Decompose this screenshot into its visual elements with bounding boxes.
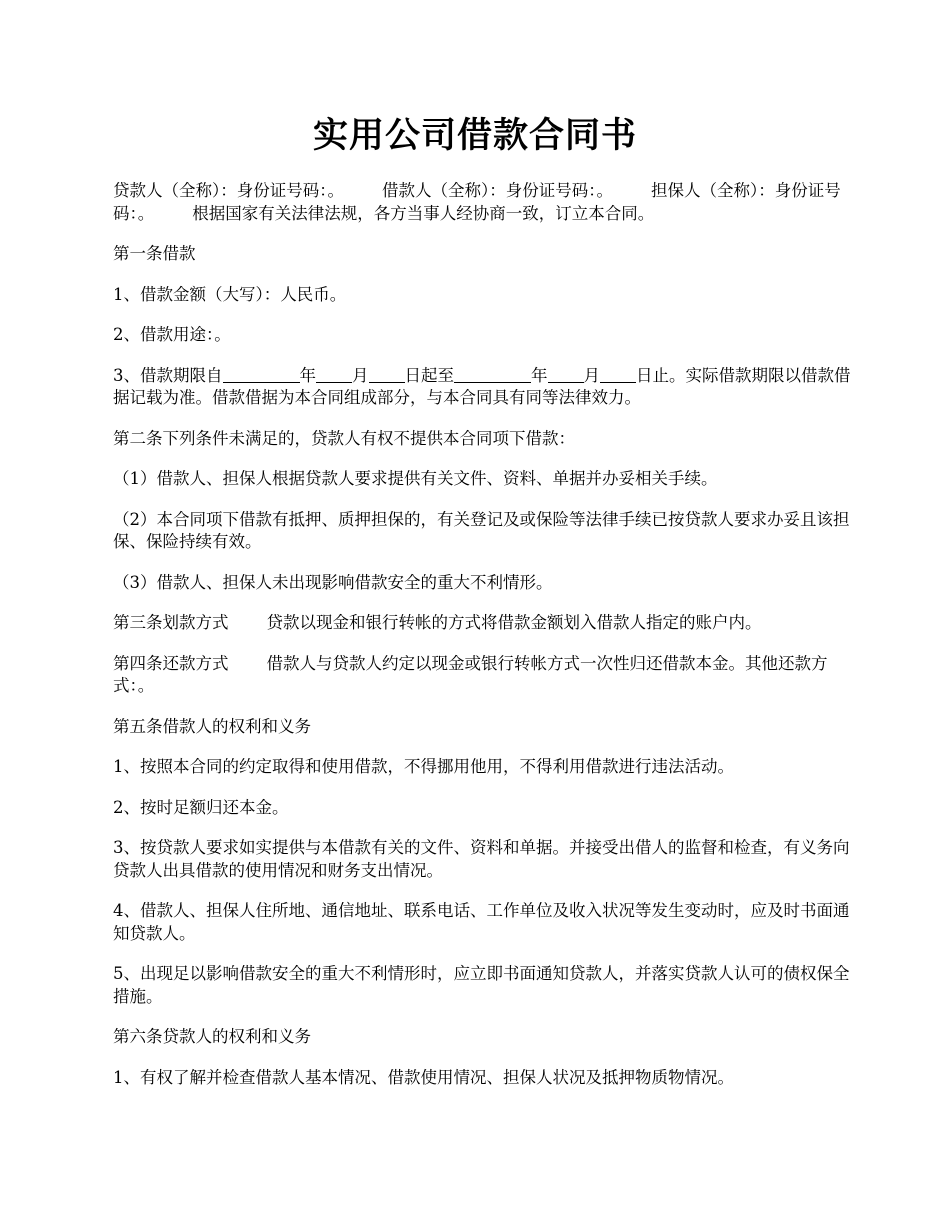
term-suffix: 日止。实际借款期限以借款借据记载为准。借款借据为本合同组成部分，与本合同具有同等法律效力。 — [113, 365, 851, 407]
end-day-blank — [600, 366, 636, 383]
article1-item2: 2、借款用途：。 — [113, 325, 231, 344]
month-label: 月 — [352, 365, 369, 385]
article1-item1: 1、借款金额（大写）：人民币。 — [113, 284, 347, 304]
article5-item1: 1、按照本合同的约定取得和使用借款，不得挪用他用，不得利用借款进行违法活动。 — [113, 757, 734, 776]
guarantor-line: 担保人（全称）：身份证号码：。 — [113, 181, 841, 223]
article2-condition2: （2）本合同项下借款有抵押、质押担保的，有关登记及或保险等法律手续已按贷款人要求办妥且该担保、保险持续有效。 — [113, 509, 850, 551]
article3-text: 贷款以现金和银行转帐的方式将借款金额划入借款人指定的账户内。 — [266, 613, 762, 632]
article5-item2: 2、按时足额归还本金。 — [113, 797, 289, 817]
document-title: 实用公司借款合同书 — [312, 115, 637, 156]
year-label: 年 — [299, 365, 316, 385]
lender-line: 贷款人（全称）：身份证号码：。 — [113, 181, 344, 200]
article1-item3 — [113, 365, 853, 410]
article2-heading: 第二条下列条件未满足的，贷款人有权不提供本合同项下借款： — [113, 428, 575, 448]
article2-condition3: （3）借款人、担保人未出现影响借款安全的重大不利情形。 — [113, 572, 553, 592]
preamble: 根据国家有关法律法规，各方当事人经协商一致，订立本合同。 — [192, 203, 655, 223]
article6-heading: 第六条贷款人的权利和义务 — [113, 1027, 311, 1046]
borrower-line: 借款人（全称）：身份证号码：。 — [382, 181, 613, 200]
term-prefix: 3、借款期限自 — [113, 365, 223, 385]
article5-item5: 5、出现足以影响借款安全的重大不利情形时，应立即书面通知贷款人，并落实贷款人认可的债权保全措施。 — [113, 964, 850, 1006]
year-label: 年 — [531, 365, 548, 385]
day-label: 日起至 — [404, 365, 454, 385]
article5-item3: 3、按贷款人要求如实提供与本借款有关的文件、资料和单据。并接受出借人的监督和检查，有义务向贷款人出具借款的使用情况和财务支出情况。 — [113, 838, 850, 880]
document-body — [113, 180, 853, 1107]
article2-condition1: （1）借款人、担保人根据贷款人要求提供有关文件、资料、单据并办妥相关手续。 — [113, 469, 718, 488]
article3-heading: 第三条划款方式 — [113, 613, 229, 632]
article4 — [113, 653, 853, 698]
start-year-blank — [223, 366, 300, 383]
start-month-blank — [316, 366, 352, 383]
start-day-blank — [369, 366, 405, 383]
article1-heading: 第一条借款 — [113, 244, 196, 263]
article5-heading: 第五条借款人的权利和义务 — [113, 716, 311, 736]
article4-text: 借款人与贷款人约定以现金或银行转帐方式一次性归还借款本金。其他还款方式：。 — [113, 653, 828, 695]
article4-heading: 第四条还款方式 — [113, 653, 229, 673]
end-year-blank — [454, 366, 531, 383]
end-month-blank — [548, 366, 584, 383]
article5-item4: 4、借款人、担保人住所地、通信地址、联系电话、工作单位及收入状况等发生变动时，应及时书面通知贷款人。 — [113, 901, 850, 943]
intro-paragraph — [113, 180, 853, 225]
month-label: 月 — [583, 365, 600, 385]
article6-item1: 1、有权了解并检查借款人基本情况、借款使用情况、担保人状况及抵押物质物情况。 — [113, 1067, 734, 1087]
article3 — [113, 612, 853, 635]
